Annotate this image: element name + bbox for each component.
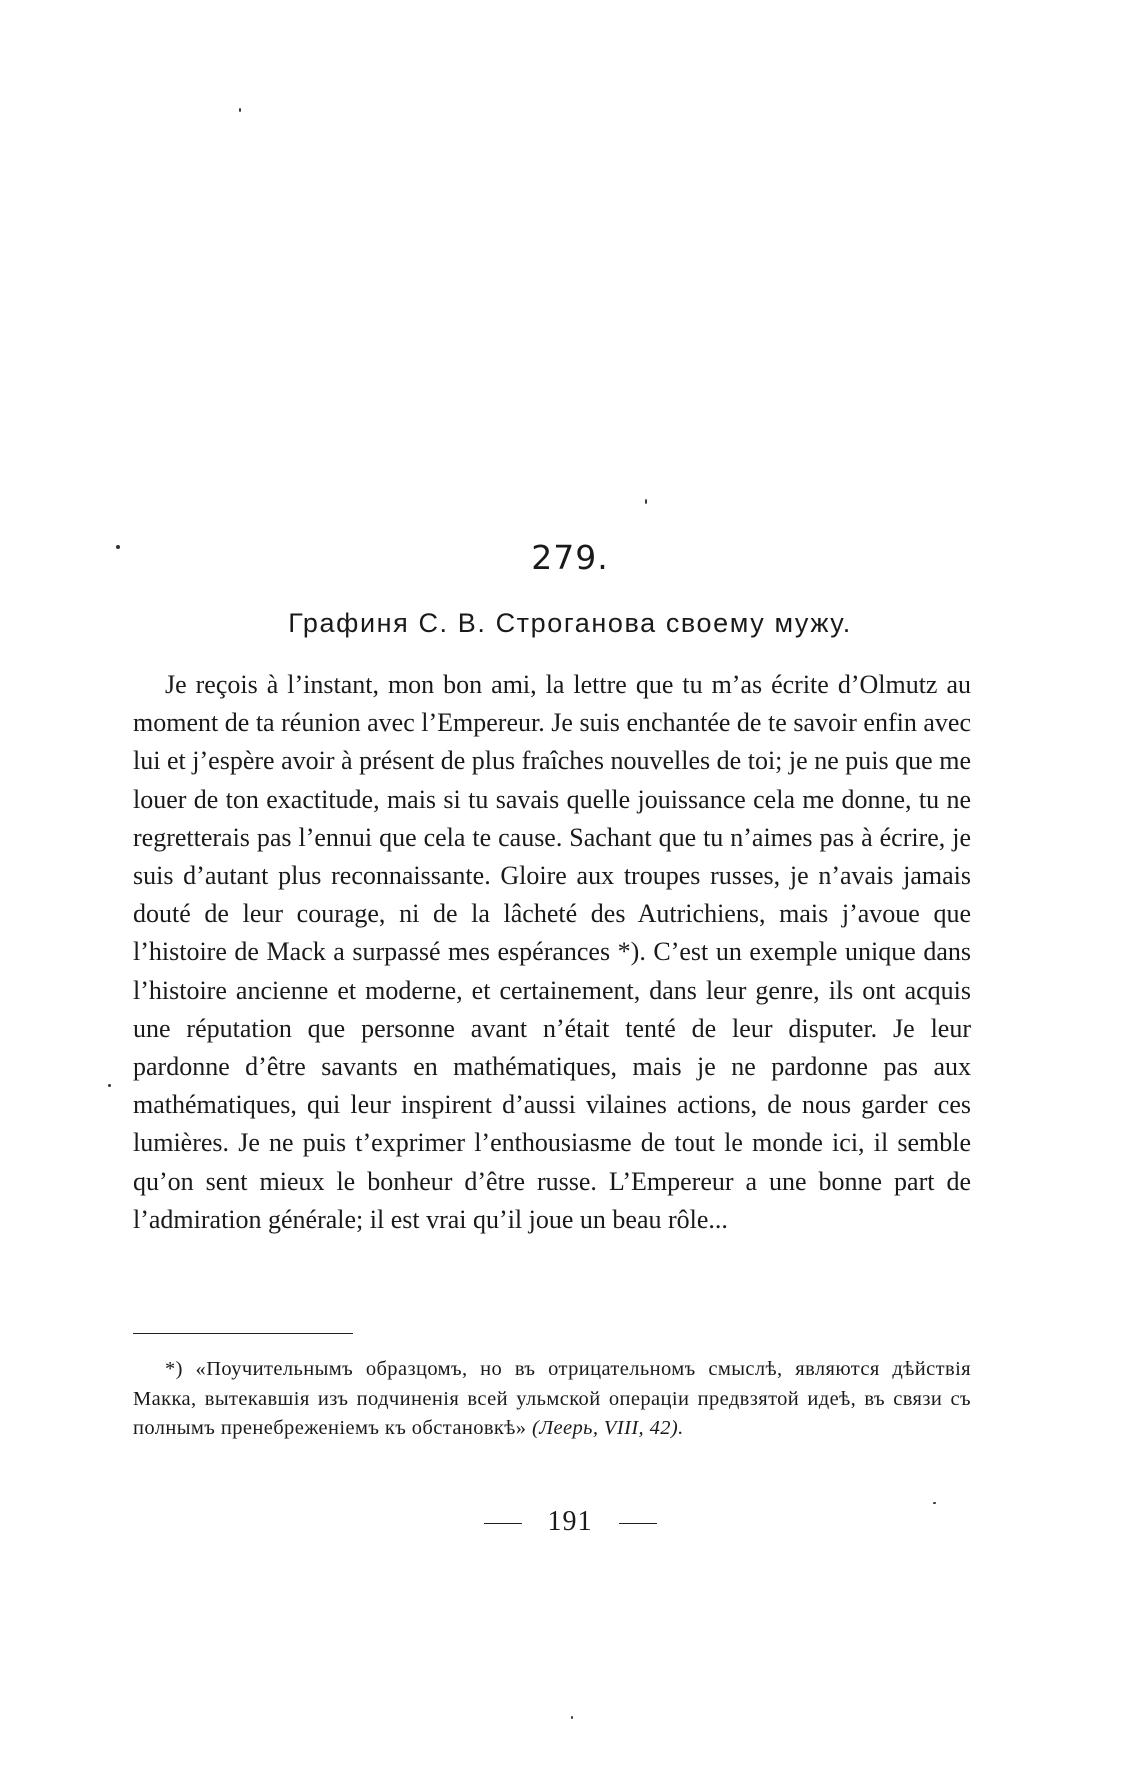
scan-speck: [239, 108, 241, 112]
footnote-citation: (Леерь, VIII, 42).: [532, 1417, 684, 1439]
footnote-text: *) «Поучительнымъ образцомъ, но въ отрицательномъ смыслѣ, являются дѣйствія Макка, вытекавшія изъ подчиненія всей ульмской операціи предвзятой идеѣ, въ связи съ полнымъ пренебреженіемъ къ обстановкѣ»: [133, 1358, 971, 1439]
letter-body: [133, 666, 971, 1239]
folio-dash-right: [619, 1523, 657, 1524]
page-folio: [0, 1506, 1140, 1538]
footnote: [133, 1355, 971, 1444]
footnote-paragraph: [133, 1355, 971, 1444]
scan-speck: [645, 499, 647, 504]
letter-number: 279.: [531, 538, 609, 577]
scan-speck: [571, 1716, 573, 1719]
folio-dash-left: [484, 1523, 522, 1524]
letter-heading: Графиня С. В. Строганова своему мужу.: [288, 608, 852, 638]
scan-speck: [933, 1502, 936, 1504]
footnote-divider: [133, 1333, 353, 1334]
scan-speck: [108, 1084, 111, 1087]
page-number: 191: [547, 1506, 593, 1537]
letter-body-paragraph: Je reçois à l’instant, mon bon ami, la lettre que tu m’as écrite d’Olmutz au moment de ta réunion avec l’Empereur. Je suis enchantée de te savoir enfin avec lui et j’espère avoir à présent de plus fraîches nouvelles de toi; je ne puis que me louer de ton exactitude, mais si tu savais quelle jouissance cela me donne, tu ne regretterais pas l’ennui que cela te cause. Sachant que tu n’aimes pas à écrire, je suis d’autant plus reconnaissante. Gloire aux troupes russes, je n’avais jamais douté de leur courage, ni de la lâcheté des Autrichiens, mais j’avoue que l’histoire de Mack a surpassé mes espérances *). C’est un exemple unique dans l’histoire ancienne et moderne, et certainement, dans leur genre, ils ont acquis une réputation que personne avant n’était tenté de leur disputer. Je leur pardonne d’être savants en mathématiques, mais je ne pardonne pas aux mathématiques, qui leur inspirent d’aussi vilaines actions, de nous garder ces lumières. Je ne puis t’exprimer l’enthousiasme de tout le monde ici, il semble qu’on sent mieux le bonheur d’être russe. L’Empereur a une bonne part de l’admiration générale; il est vrai qu’il joue un beau rôle...: [133, 670, 971, 1234]
